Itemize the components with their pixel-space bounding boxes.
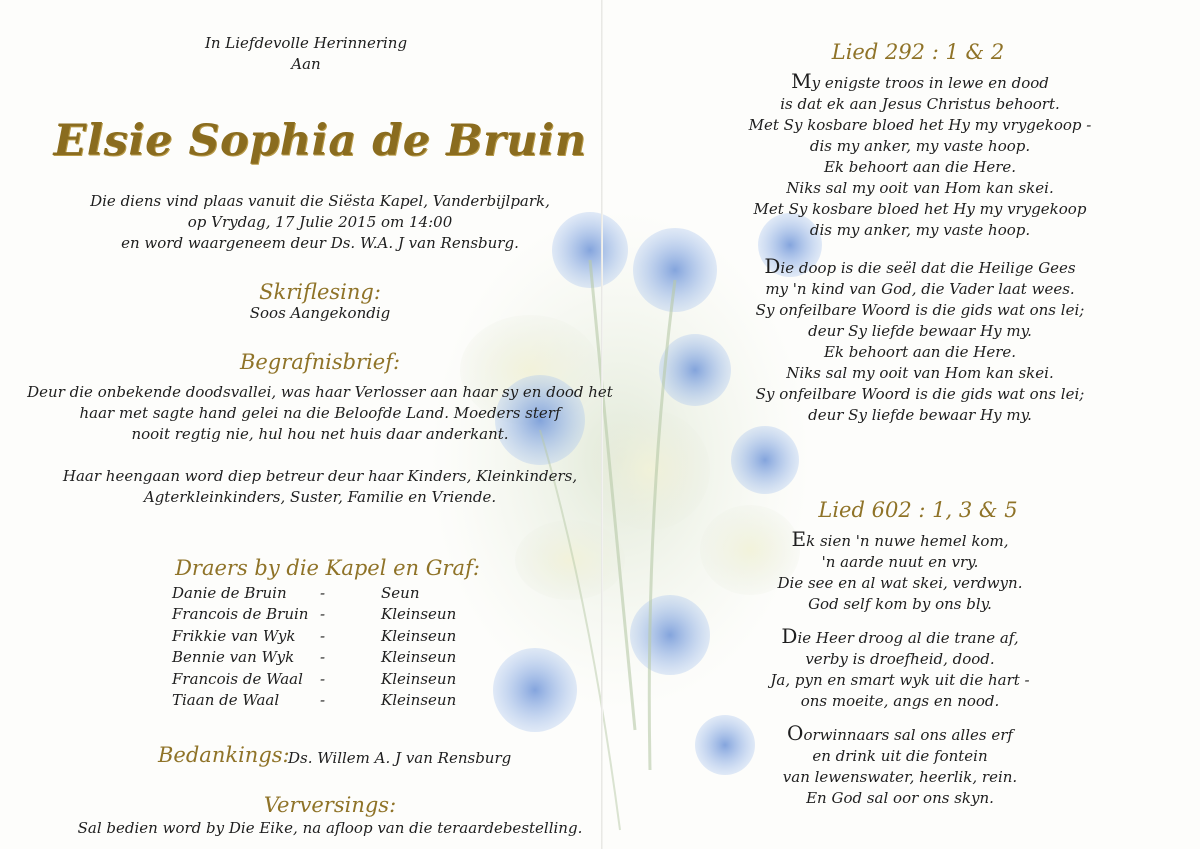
verse-line (735, 256, 1105, 279)
verse-line: verby is droefheid, dood. (805, 650, 995, 668)
bearer-row (172, 647, 471, 669)
bearer-dash: - (320, 626, 326, 645)
bearer-name: Francois de Waal (172, 669, 303, 688)
verse-line: Ja, pyn en smart wyk uit die hart - (770, 671, 1030, 689)
verse-line: ons moeite, angs en nood. (800, 692, 1000, 710)
letter-heading: Begrafnisbrief: (239, 350, 401, 374)
scripture-text: Soos Aangekondig (249, 304, 391, 322)
drop-initial: E (791, 527, 807, 551)
verse-line (745, 529, 1055, 552)
hymn2-verse1 (745, 529, 1055, 615)
thanks-heading: Bedankings: (158, 743, 290, 767)
verse-first-text: orwinnaars sal ons alles erf (803, 726, 1013, 744)
bearer-dash: - (320, 691, 326, 710)
drop-initial: O (787, 721, 804, 745)
bearer-name: Danie de Bruin (172, 583, 287, 602)
deceased-name: Elsie Sophia de Bruin (53, 116, 587, 166)
hymn2-title: Lied 602 : 1, 3 & 5 (818, 498, 1018, 522)
intro-line-1: In Liefdevolle Herinnering (204, 34, 408, 52)
refresh-text: Sal bedien word by Die Eike, na afloop van die teraardebestelling. (77, 819, 583, 837)
verse-line: en drink uit die fontein (812, 747, 988, 765)
verse-line (745, 723, 1055, 746)
verse-line (745, 626, 1055, 649)
bearer-name: Frikkie van Wyk (172, 626, 296, 645)
bearer-dash: - (320, 648, 326, 667)
mourn-text (0, 466, 640, 508)
bearers-heading: Draers by die Kapel en Graf: (175, 556, 480, 580)
verse-line: my 'n kind van God, die Vader laat wees. (765, 280, 1075, 298)
bearer-relation: Kleinseun (381, 691, 457, 710)
intro-line-2: Aan (291, 55, 321, 73)
bearer-relation: Seun (381, 583, 420, 602)
service-line: en word waargeneem deur Ds. W.A. J van Rensburg. (121, 234, 519, 252)
verse-line: dis my anker, my vaste hoop. (809, 137, 1031, 155)
bearer-relation: Kleinseun (381, 669, 457, 688)
drop-initial: M (791, 69, 812, 93)
verse-line (735, 71, 1105, 94)
verse-line: deur Sy liefde bewaar Hy my. (808, 322, 1032, 340)
service-line: Die diens vind plaas vanuit die Siësta Kapel, Vanderbijlpark, (90, 192, 550, 210)
letter-line: Deur die onbekende doodsvallei, was haar Verlosser aan haar sy en dood het (27, 383, 613, 401)
verse-line: 'n aarde nuut en vry. (821, 553, 979, 571)
verse-first-text: k sien 'n nuwe hemel kom, (806, 532, 1009, 550)
hymn1-verse2 (735, 256, 1105, 426)
refresh-heading: Verversings: (263, 793, 397, 817)
verse-line: Sy onfeilbare Woord is die gids wat ons lei; (755, 301, 1085, 319)
verse-first-text: ie doop is die seël dat die Heilige Gees (780, 259, 1076, 277)
drop-initial: D (764, 254, 781, 278)
verse-line: deur Sy liefde bewaar Hy my. (808, 406, 1032, 424)
verse-first-text: ie Heer droog al die trane af, (797, 629, 1019, 647)
verse-line: dis my anker, my vaste hoop. (809, 221, 1031, 239)
bearer-dash: - (320, 669, 326, 688)
bearer-row (172, 625, 471, 647)
verse-line: Niks sal my ooit van Hom kan skei. (786, 364, 1054, 382)
verse-line: van lewenswater, heerlik, rein. (782, 768, 1018, 786)
verse-first-text: y enigste troos in lewe en dood (811, 74, 1049, 92)
verse-line: Met Sy kosbare bloed het Hy my vrygekoop - (748, 116, 1092, 134)
drop-initial: D (781, 624, 798, 648)
verse-line: Die see en al wat skei, verdwyn. (777, 574, 1023, 592)
bearer-name: Francois de Bruin (172, 605, 309, 624)
verse-line: Sy onfeilbare Woord is die gids wat ons lei; (755, 385, 1085, 403)
scripture-heading: Skriflesing: (259, 280, 381, 304)
bearer-dash: - (320, 583, 326, 602)
hymn1-verse1 (735, 71, 1105, 241)
bearer-name: Bennie van Wyk (172, 648, 295, 667)
verse-line: is dat ek aan Jesus Christus behoort. (780, 95, 1060, 113)
letter-text (0, 382, 640, 445)
bearer-relation: Kleinseun (381, 605, 457, 624)
verse-line: Ek behoort aan die Here. (823, 343, 1017, 361)
verse-line: Met Sy kosbare bloed het Hy my vrygekoop (753, 200, 1087, 218)
bearer-relation: Kleinseun (381, 648, 457, 667)
verse-line: En God sal oor ons skyn. (806, 789, 994, 807)
bearer-row (172, 690, 471, 712)
service-line: op Vrydag, 17 Julie 2015 om 14:00 (187, 213, 453, 231)
bearers-table (172, 582, 471, 711)
bearer-name: Tiaan de Waal (172, 691, 280, 710)
hymn2-verse3 (745, 723, 1055, 809)
letter-line: nooit regtig nie, hul hou net huis daar anderkant. (131, 425, 509, 443)
verse-line: God self kom by ons bly. (808, 595, 992, 613)
bearer-dash: - (320, 605, 326, 624)
mourn-line: Agterkleinkinders, Suster, Familie en Vriende. (143, 488, 497, 506)
hymn2-verse2 (745, 626, 1055, 712)
verse-line: Niks sal my ooit van Hom kan skei. (786, 179, 1054, 197)
bearer-row (172, 582, 471, 604)
service-details (0, 191, 640, 254)
letter-line: haar met sagte hand gelei na die Beloofde Land. Moeders sterf (79, 404, 561, 422)
bearer-relation: Kleinseun (381, 626, 457, 645)
verse-line: Ek behoort aan die Here. (823, 158, 1017, 176)
bearer-row (172, 668, 471, 690)
thanks-text: Ds. Willem A. J van Rensburg (288, 749, 512, 767)
bearer-row (172, 604, 471, 626)
mourn-line: Haar heengaan word diep betreur deur haar Kinders, Kleinkinders, (62, 467, 578, 485)
hymn1-title: Lied 292 : 1 & 2 (831, 40, 1005, 64)
